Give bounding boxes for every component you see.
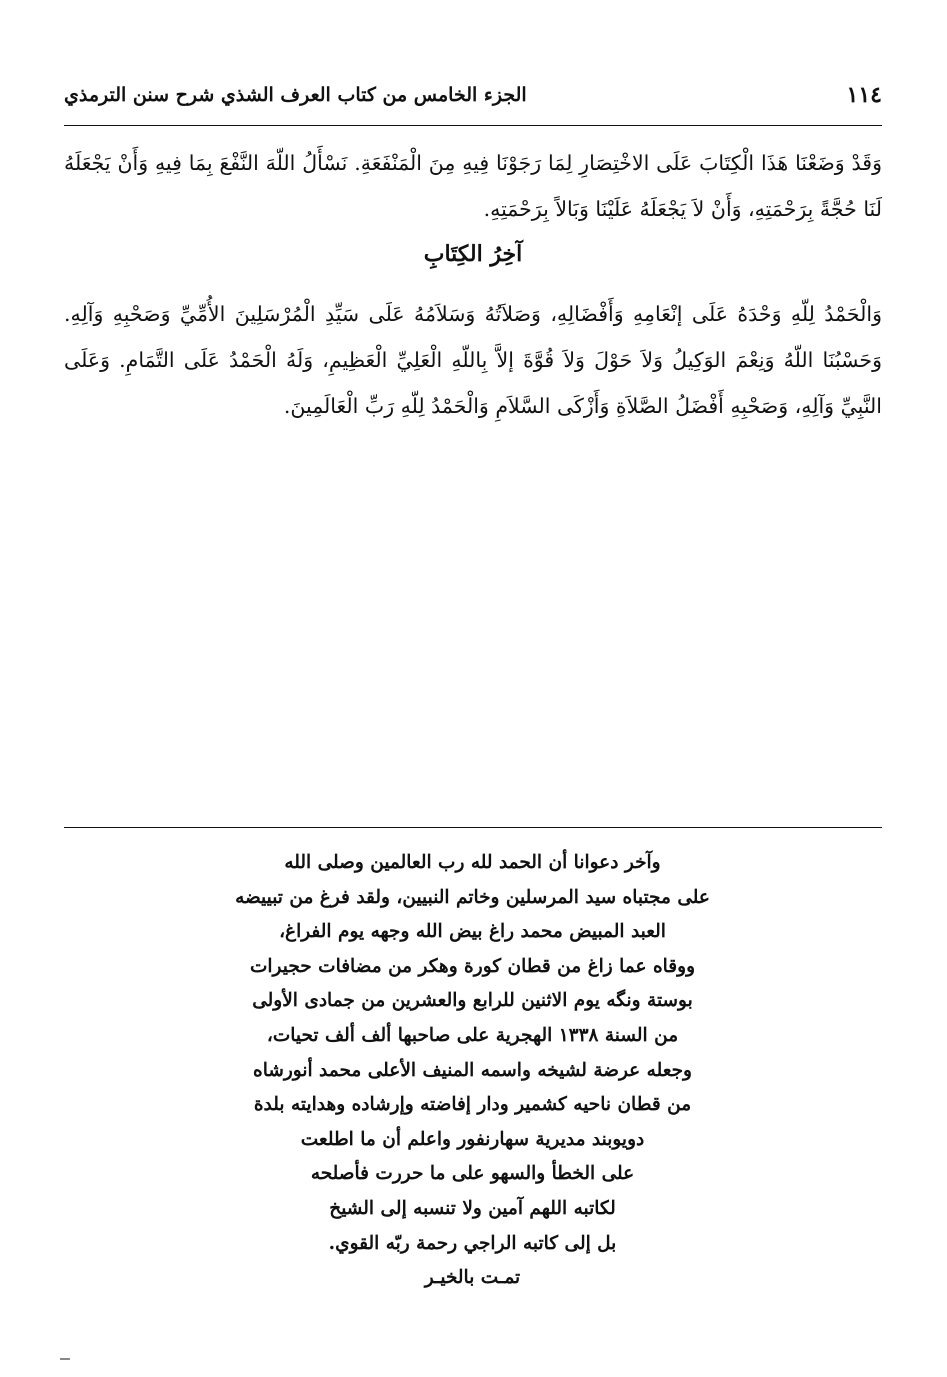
colophon-line: لكاتبه اللهم آمين ولا تنسبه إلى الشيخ [329, 1197, 616, 1219]
page-number: ١١٤ [846, 82, 882, 108]
colophon-line: بل إلى كاتبه الراجي رحمة ربّه القوي. [328, 1232, 617, 1254]
section-heading: آخِرُ الكِتَابِ [423, 241, 523, 267]
colophon-line: ووقاه عما زاغ من قطان كورة وهكر من مضافات حجيرات [249, 955, 696, 977]
colophon-line: على مجتباه سيد المرسلين وخاتم النبيين، ولقد فرغ من تبييضه [235, 886, 710, 908]
intro-paragraph-text: وَقَدْ وَضَعْنَا هَذَا الْكِتَابَ عَلَى الاخْتِصَارِ لِمَا رَجَوْنَا فِيهِ مِنَ الْمَنْفَعَةِ. نَسْأَلُ اللّهَ النَّفْعَ بِمَا فِيهِ وَأَنْ يَجْعَلَهُ لَنَا حُجَّةً بِرَحْمَتِهِ، وَأَنْ لاَ يَجْعَلَهُ عَلَيْنَا وَبَالاً بِرَحْمَتِهِ. [64, 151, 882, 221]
running-head [64, 78, 882, 118]
colophon-line: وجعله عرضة لشيخه واسمه المنيف الأعلى محمد أنورشاه [253, 1059, 692, 1081]
header-divider [64, 125, 882, 126]
colophon [170, 846, 775, 1296]
colophon-end-line: تمـت بالخيـر [424, 1267, 521, 1289]
colophon-divider [64, 827, 882, 828]
colophon-line: دويوبند مديرية سهارنفور واعلم أن ما اطلعت [300, 1128, 645, 1150]
running-head-title: الجزء الخامس من كتاب العرف الشذي شرح سنن الترمذي [64, 84, 527, 106]
colophon-line: على الخطأ والسهو على ما حررت فأصلحه [310, 1163, 635, 1185]
intro-paragraph [64, 140, 882, 232]
colophon-line: من السنة ١٣٣٨ الهجرية على صاحبها ألف ألف تحيات، [266, 1024, 679, 1046]
closing-paragraph [64, 291, 882, 429]
scan-mark [60, 1358, 70, 1360]
colophon-line: وآخر دعوانا أن الحمد لله رب العالمين وصلى الله [284, 852, 661, 873]
colophon-line: من قطان ناحيه كشمير ودار إفاضته وإرشاده وهدايته بلدة [253, 1094, 692, 1116]
colophon-line: بوستة ونگه يوم الاثنين للرابع والعشرين من جمادى الأولى [252, 990, 693, 1012]
closing-paragraph-text: وَالْحَمْدُ لِلّهِ وَحْدَهُ عَلَى إنْعَامِهِ وَأَفْضَالِهِ، وَصَلاَتُهُ وَسَلاَمُهُ عَلَى سَيِّدِ الْمُرْسَلِينَ الأُمِّيِّ وَصَحْبِهِ وَآلِهِ. وَحَسْبُنَا اللّهُ وَنِعْمَ الوَكِيلُ وَلاَ حَوْلَ وَلاَ قُوَّةَ إلاَّ بِاللّهِ الْعَلِيِّ الْعَظِيمِ، وَلَهُ الْحَمْدُ عَلَى التَّمَامِ. وَعَلَى النَّبِيِّ وَآلِهِ، وَصَحْبِهِ أَفْضَلُ الصَّلاَةِ وَأَزْكَى السَّلاَمِ وَالْحَمْدُ لِلّهِ رَبِّ الْعَالَمِينَ. [64, 302, 882, 418]
colophon-line: العبد المبيض محمد راغ بيض الله وجهه يوم الفراغ، [279, 921, 666, 943]
